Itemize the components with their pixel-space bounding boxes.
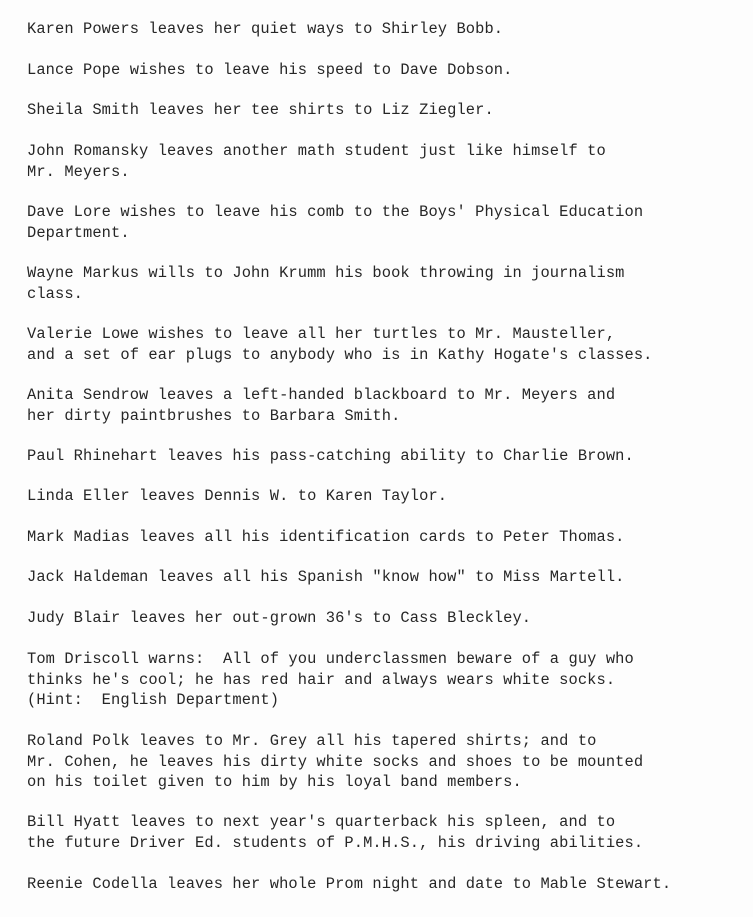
will-entry-anita-sendrow: Anita Sendrow leaves a left-handed blackboard to Mr. Meyers and her dirty paintbrushes to Barbara Smith. bbox=[27, 386, 616, 425]
will-entry-john-romansky: John Romansky leaves another math student just like himself to Mr. Meyers. bbox=[27, 142, 606, 181]
will-entry-reenie-codella: Reenie Codella leaves her whole Prom night and date to Mable Stewart. bbox=[27, 875, 672, 893]
will-entry-karen-powers: Karen Powers leaves her quiet ways to Shirley Bobb. bbox=[27, 20, 504, 38]
will-entry-paul-rhinehart: Paul Rhinehart leaves his pass-catching ability to Charlie Brown. bbox=[27, 447, 634, 465]
will-entry-sheila-smith: Sheila Smith leaves her tee shirts to Liz Ziegler. bbox=[27, 101, 494, 119]
will-entry-valerie-lowe: Valerie Lowe wishes to leave all her turtles to Mr. Mausteller, and a set of ear plugs to anybody who is in Kathy Hogate's classes. bbox=[27, 325, 653, 364]
will-entry-wayne-markus: Wayne Markus wills to John Krumm his book throwing in journalism class. bbox=[27, 264, 625, 303]
will-entry-judy-blair: Judy Blair leaves her out-grown 36's to Cass Bleckley. bbox=[27, 609, 532, 627]
will-entry-lance-pope: Lance Pope wishes to leave his speed to Dave Dobson. bbox=[27, 61, 513, 79]
will-entry-tom-driscoll: Tom Driscoll warns: All of you underclassmen beware of a guy who thinks he's cool; he has red hair and always wears white socks. (Hint: English Department) bbox=[27, 650, 634, 709]
will-entry-bill-hyatt: Bill Hyatt leaves to next year's quarterback his spleen, and to the future Driver Ed. students of P.M.H.S., his driving abilities. bbox=[27, 813, 644, 852]
will-entry-roland-polk: Roland Polk leaves to Mr. Grey all his tapered shirts; and to Mr. Cohen, he leaves his dirty white socks and shoes to be mounted on his toilet given to him by his loyal band members. bbox=[27, 732, 644, 791]
will-entry-dave-lore: Dave Lore wishes to leave his comb to the Boys' Physical Education Department. bbox=[27, 203, 644, 242]
will-entry-linda-eller: Linda Eller leaves Dennis W. to Karen Taylor. bbox=[27, 487, 448, 505]
will-entry-jack-haldeman: Jack Haldeman leaves all his Spanish "know how" to Miss Martell. bbox=[27, 568, 625, 586]
will-entry-mark-madias: Mark Madias leaves all his identification cards to Peter Thomas. bbox=[27, 528, 625, 546]
